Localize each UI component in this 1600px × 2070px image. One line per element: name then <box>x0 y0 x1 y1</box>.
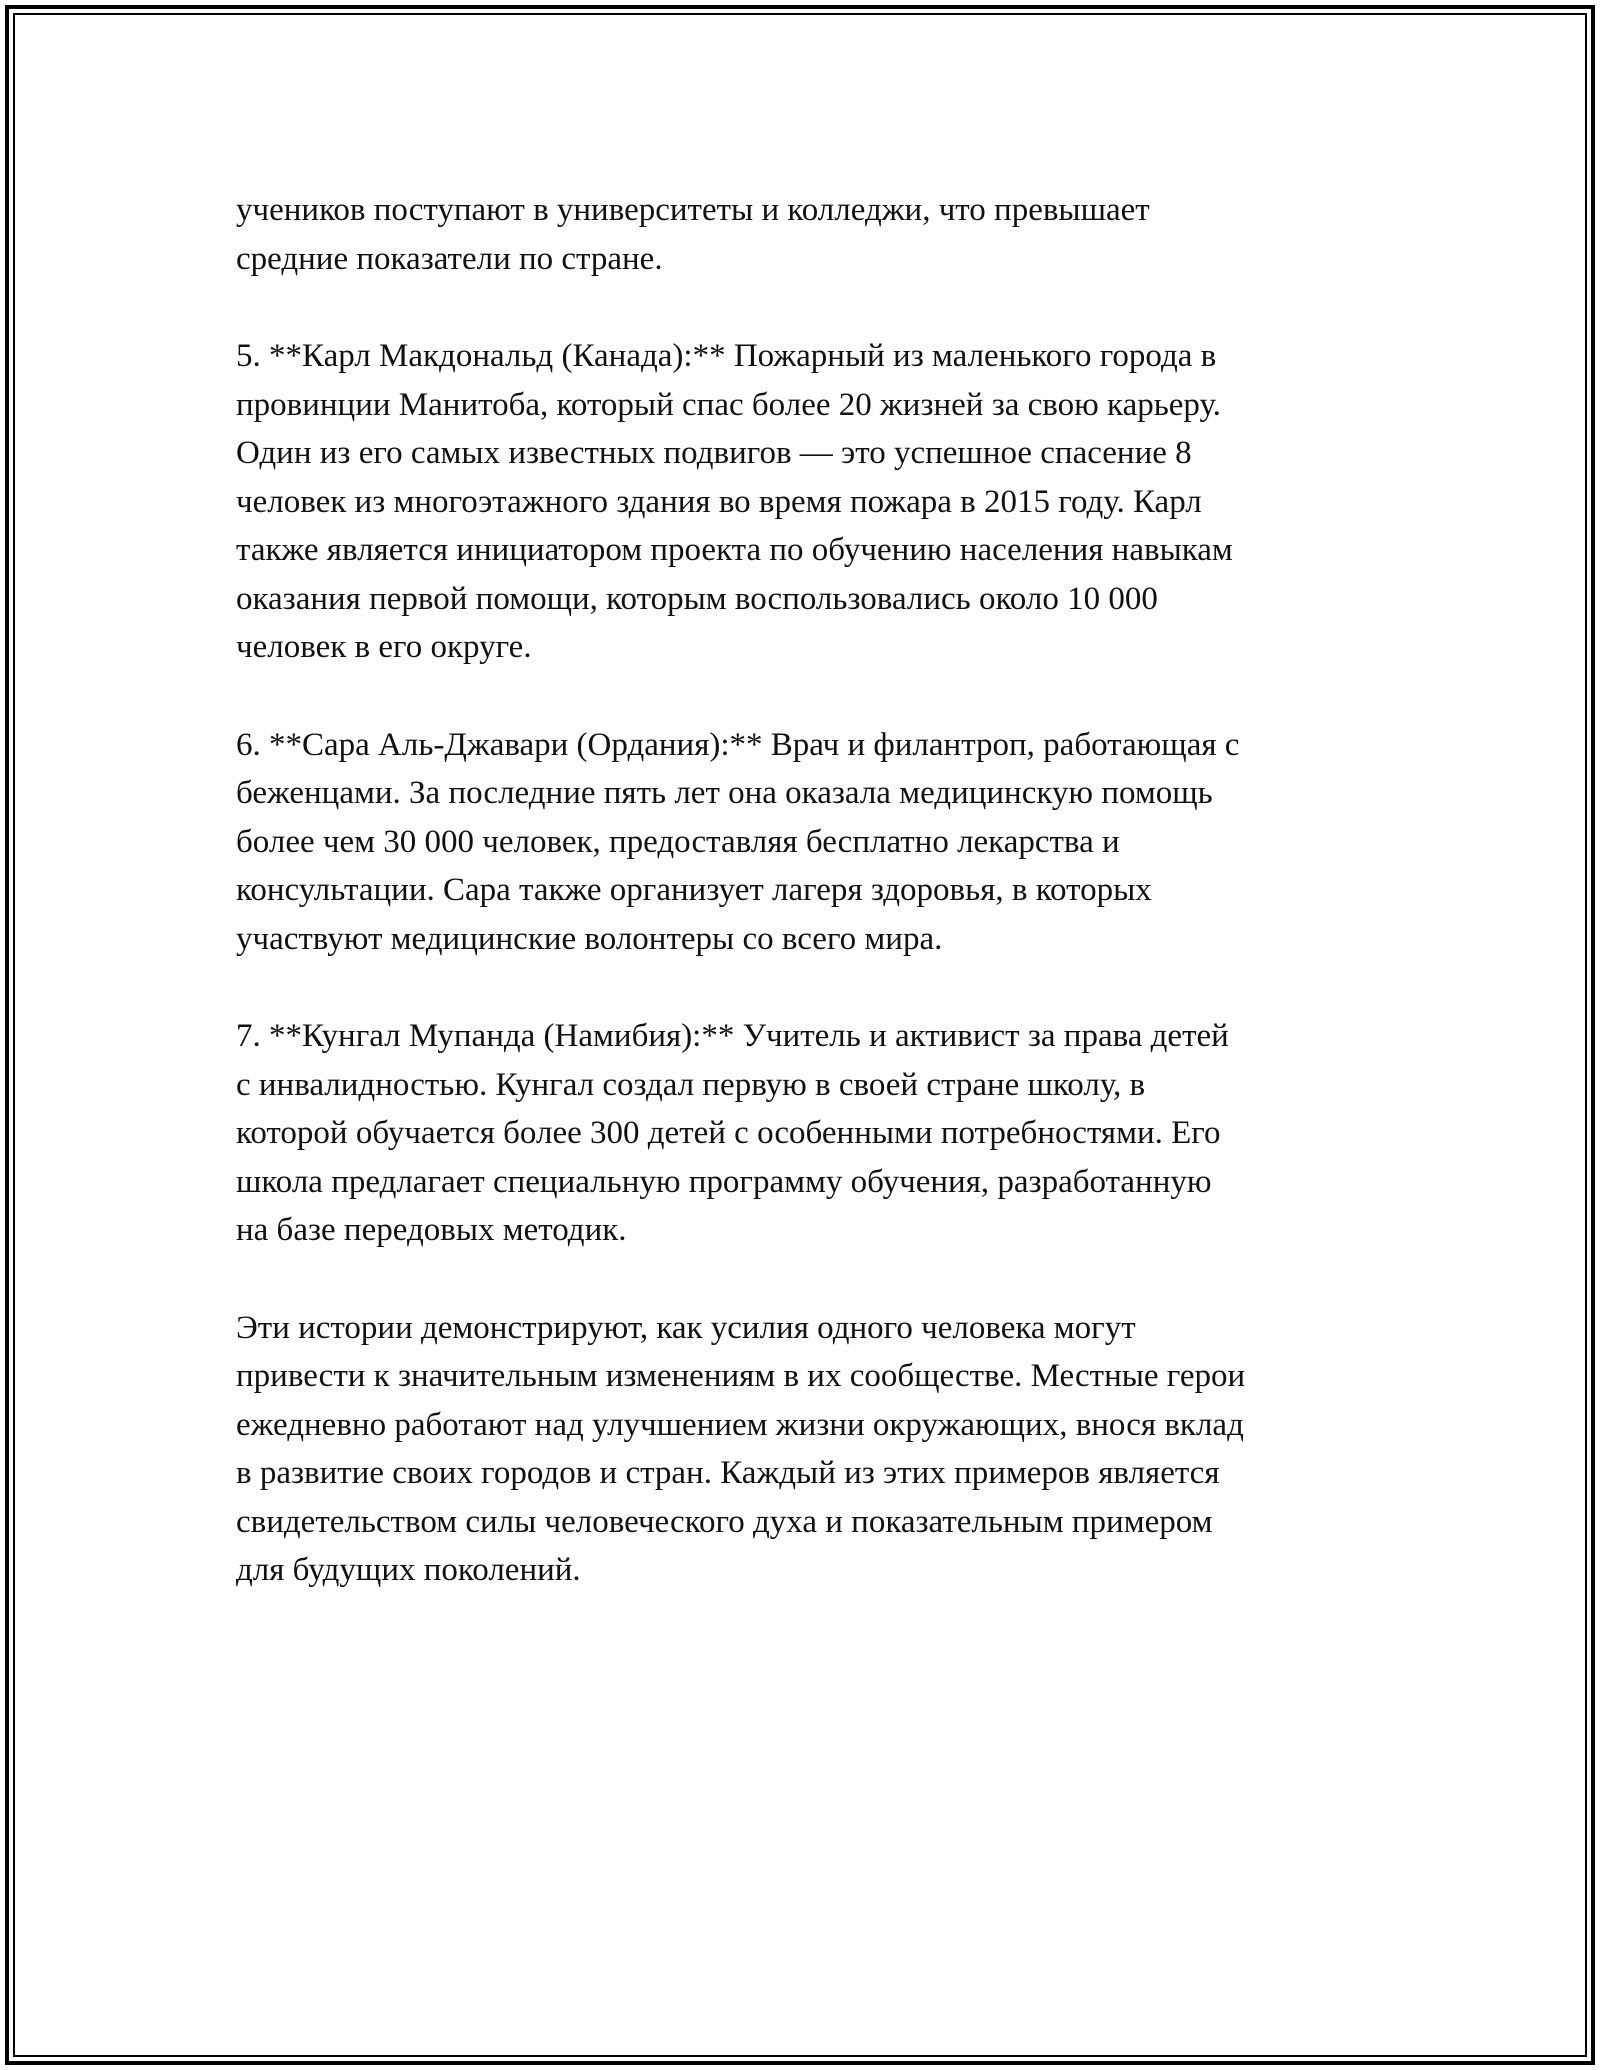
document-body <box>236 186 1366 1644</box>
paragraph-item-6: 6. **Сара Аль-Джавари (Ордания):** Врач и филантроп, работающая с беженцами. За последние пять лет она оказала медицинскую помощь более чем 30 000 человек, предоставляя бесплатно лекарства и консультации. Сара также организует лагеря здоровья, в которых участвуют медицинские волонтеры со всего мира. <box>236 726 1240 957</box>
paragraph-item-7: 7. **Кунгал Мупанда (Намибия):** Учитель и активист за права детей с инвалидностью. Кунгал создал первую в своей стране школу, в которой обучается более 300 детей с особенными потребностями. Его школа предлагает специальную программу обучения, разработанную на базе передовых методик. <box>236 1018 1229 1248</box>
paragraph-conclusion: Эти истории демонстрируют, как усилия одного человека могут привести к значительным изменениям в их сообществе. Местные герои ежедневно работают над улучшением жизни окружающих, внося вклад в развитие своих городов и стран. Каждый из этих примеров является свидетельством силы человеческого духа и показательным примером для будущих поколений. <box>236 1309 1246 1588</box>
paragraph-item-5: 5. **Карл Макдональд (Канада):** Пожарный из маленького города в провинции Манитоба, который спас более 20 жизней за свою карьеру. Один из его самых известных подвигов — это успешное спасение 8 человек из многоэтажного здания во время пожара в 2015 году. Карл также является инициатором проекта по обучению населения навыкам оказания первой помощи, которым воспользовались около 10 000 человек в его округе. <box>236 338 1233 665</box>
paragraph-intro-continuation: учеников поступают в университеты и колледжи, что превышает средние показатели по стране. <box>236 192 1150 277</box>
